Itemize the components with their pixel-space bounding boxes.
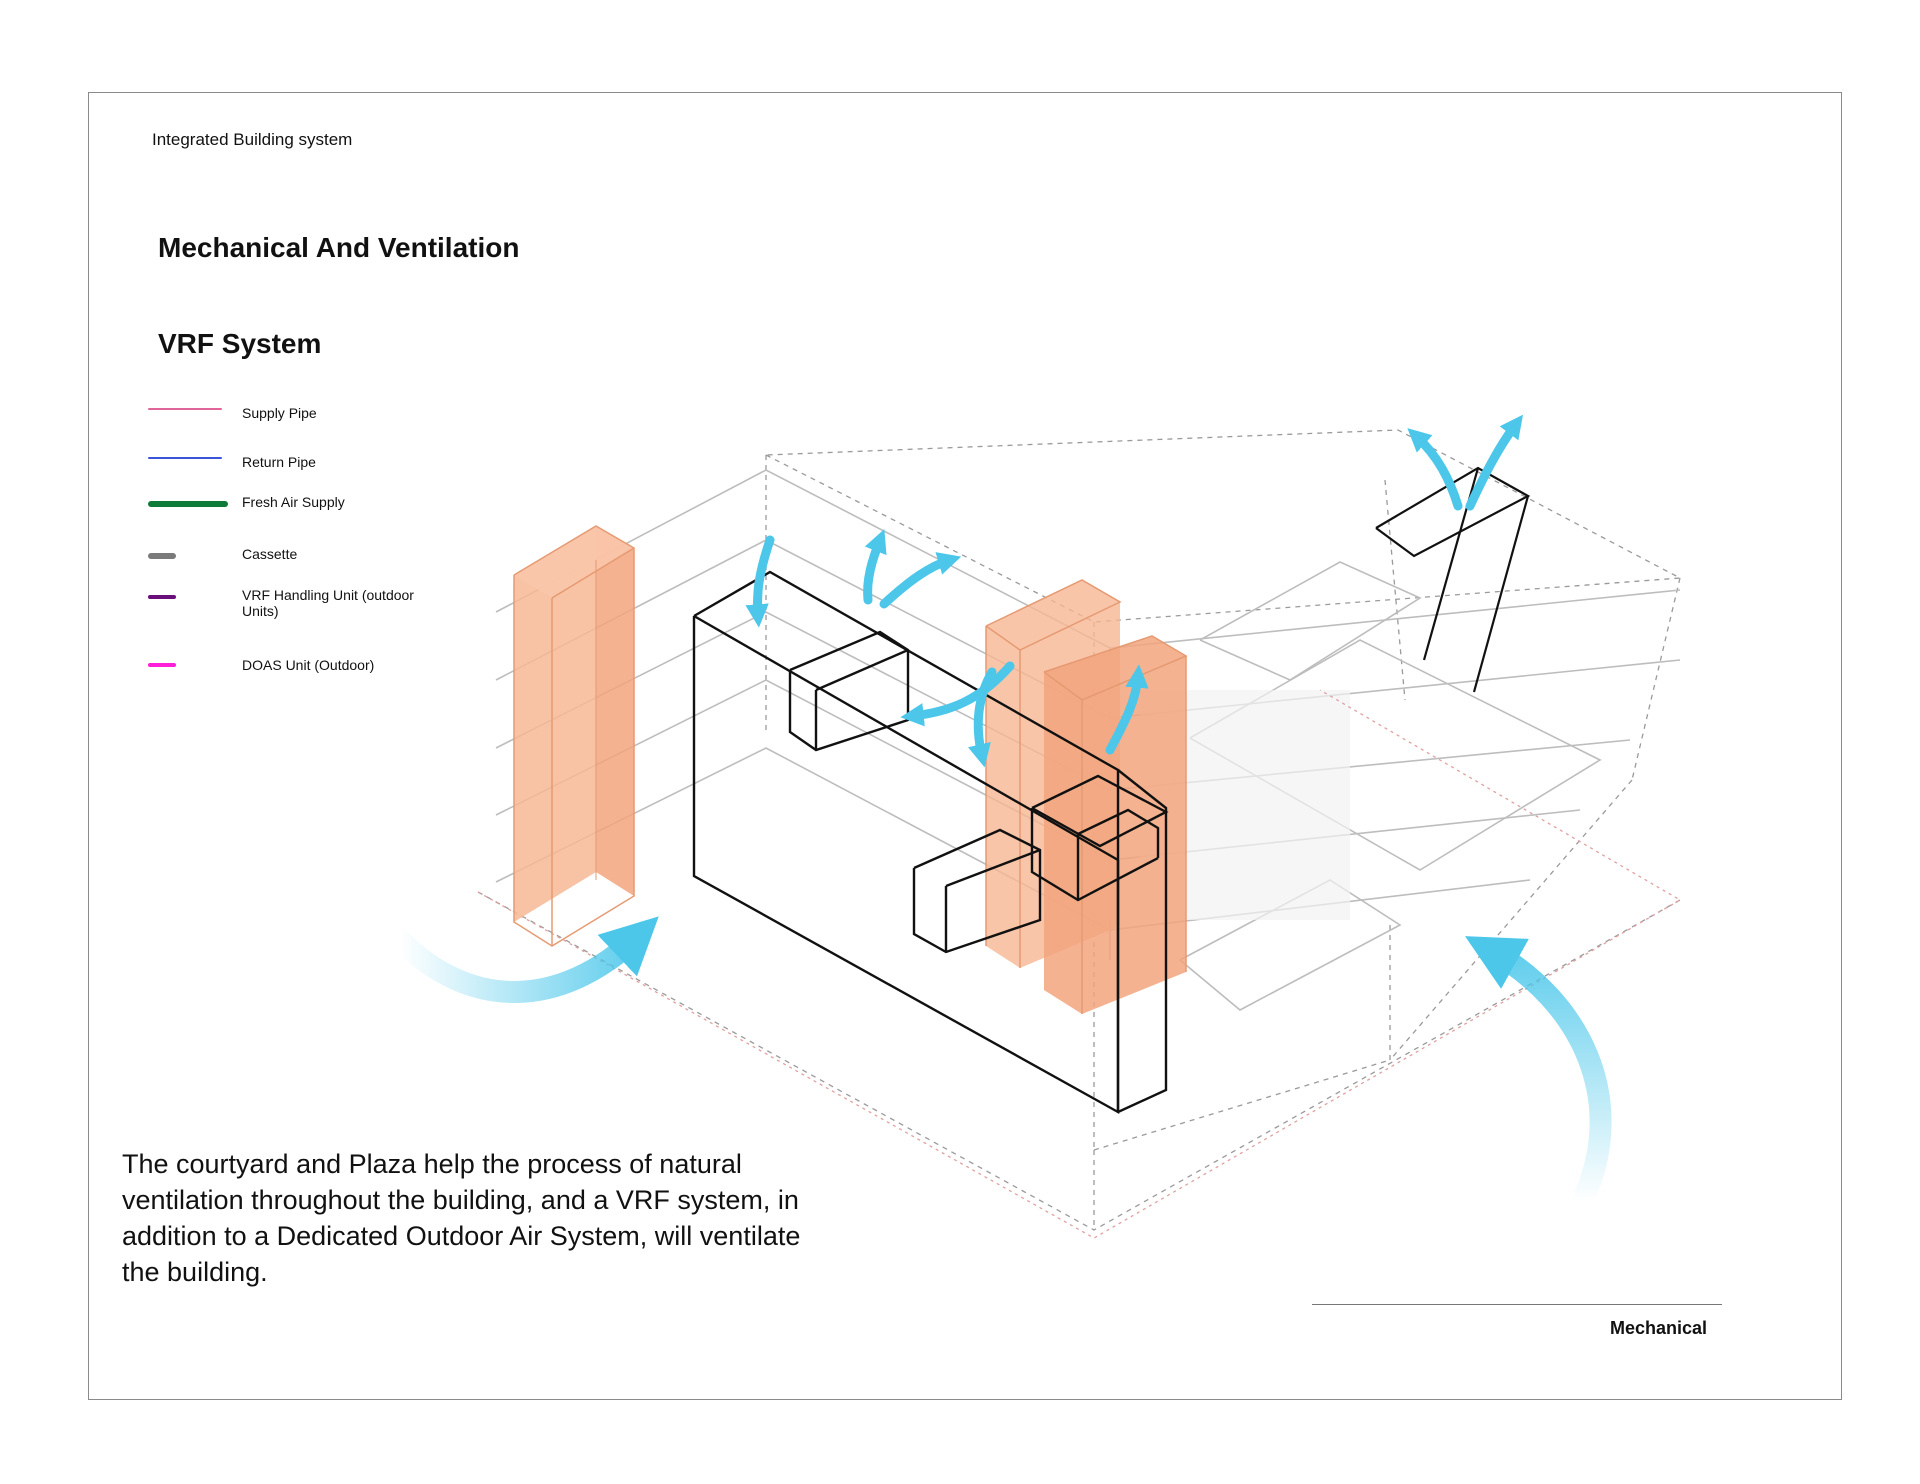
roof-exhaust-arrow-icon — [1470, 424, 1516, 506]
central-service-shafts — [986, 580, 1186, 1014]
section-subtitle: VRF System — [158, 328, 322, 359]
legend-label: Fresh Air Supply — [242, 494, 345, 510]
legend-label: DOAS Unit (Outdoor) — [242, 657, 375, 673]
legend-label: Return Pipe — [242, 454, 316, 470]
sheet-header: Integrated Building system — [152, 130, 353, 149]
intake-arrow-right-icon — [1490, 950, 1601, 1202]
footer-rule — [1312, 1304, 1722, 1305]
legend-label: Supply Pipe — [242, 405, 317, 421]
description-text: The courtyard and Plaza help the process of natural ventilation throughout the building, and a VRF system, in addition to a Dedicated Outdoor Air System, will ventilate the building. — [122, 1149, 801, 1287]
left-service-shaft — [514, 526, 634, 946]
legend-label: Cassette — [242, 546, 298, 562]
footer-label: Mechanical — [1610, 1318, 1708, 1338]
intake-arrow-left-icon — [400, 936, 638, 992]
page-title: Mechanical And Ventilation — [158, 232, 520, 263]
downdraft-arrow-icon — [758, 540, 771, 616]
legend-label: VRF Handling Unit (outdoor Units) — [242, 587, 414, 619]
exhaust-arrow-icon — [884, 560, 950, 604]
roof-exhaust-arrow-icon — [1416, 436, 1458, 506]
updraft-arrow-icon — [868, 540, 880, 600]
